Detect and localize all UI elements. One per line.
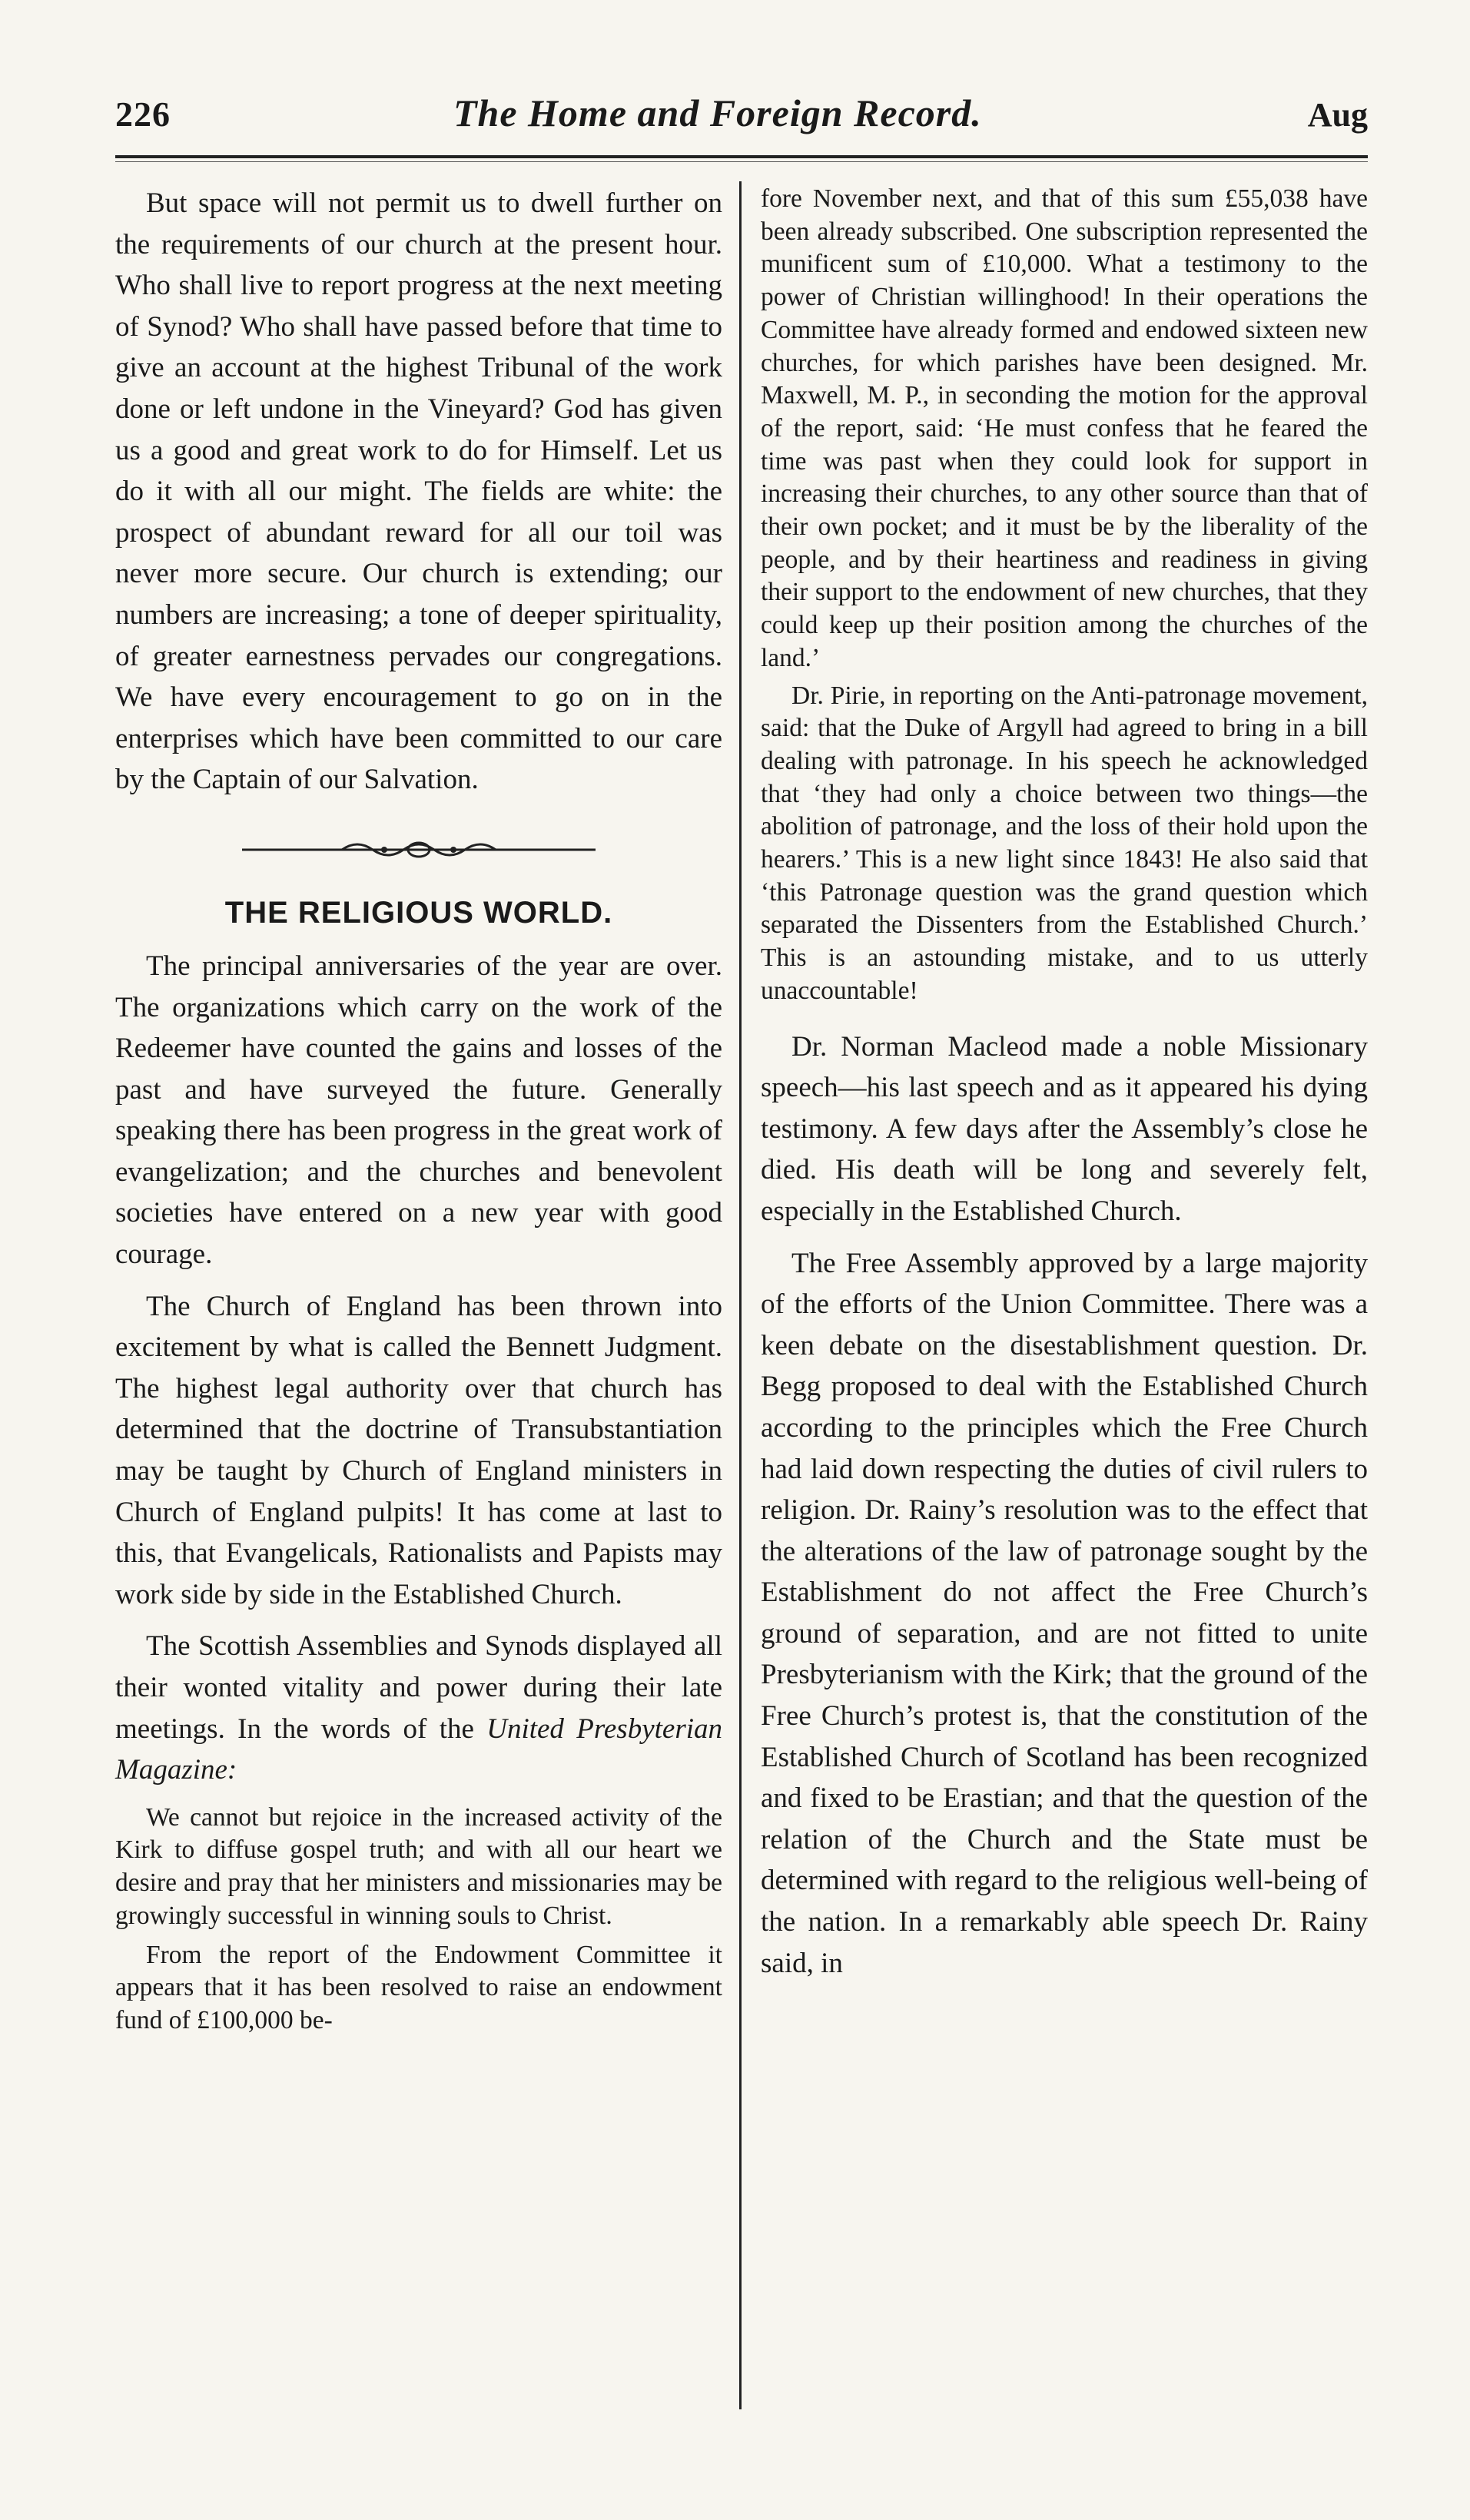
left-column bbox=[115, 183, 722, 2038]
column-divider bbox=[739, 181, 742, 2409]
quote-kirk-activity: We cannot but rejoice in the increased activity of the Kirk to diffuse gospel truth; and with all our heart we desire and pray that her ministers and missionaries may be growingly successful in winning souls to Christ. bbox=[115, 1802, 722, 1930]
right-column bbox=[761, 183, 1368, 1984]
paragraph-anniversaries: The principal anniversaries of the year are over. The organizations which carry on the work of the Redeemer have counted the gains and losses of the past and have surveyed the future. Generally speaking there has been progress in the great work of evangelization; and the churches and benevolent societies have entered on a new year with good courage. bbox=[115, 950, 722, 1271]
paragraph-free-assembly: The Free Assembly approved by a large majority of the efforts of the Union Committee. There was a keen debate on the disestablishment question. Dr. Begg proposed to deal with the Established Church according to the principles which the Free Church had laid down respecting the duties of civil rulers to religion. Dr. Rainy’s resolution was to the effect that the alterations of the law of patronage sought by the Establishment do not affect the Free Church’s ground of separation, and are not fitted to unite Presbyterianism with the Kirk; that the ground of the Free Church’s protest is, that the constitution of the Established Church of Scotland has been recognized and fixed to be Erastian; and that the question of the relation of the Church and the State must be determined with regard to the religious well-being of the nation. In a remarkably able speech Dr. Rainy said, in bbox=[761, 1247, 1368, 1979]
paragraph-scottish-assemblies-text: The Scottish Assemblies and Synods displayed all their wonted vitality and power during their late meetings. In the words of the bbox=[115, 1630, 722, 1745]
publication-title: The Home and Foreign Record. bbox=[453, 91, 982, 134]
paragraph-closing-synod: But space will not permit us to dwell further on the requirements of our church at the present hour. Who shall live to report progress at the next meeting of Synod? Who shall have passed before that time to give an account at the highest Tribunal of the work done or left undone in the Vineyard? God has given us a good and great work to do for Himself. Let us do it with all our might. The fields are white: the prospect of abundant reward for all our toil was never more secure. Our church is extending; our numbers are increasing; a tone of deeper spirituality, of greater earnestness pervades our congregations. We have every encouragement to go on in the enterprises which have been committed to our care by the Captain of our Salvation. bbox=[115, 187, 722, 796]
paragraph-bennett-judgment: The Church of England has been thrown into excitement by what is called the Bennett Judgment. The highest legal authority over that church has determined that the doctrine of Transubstantiation may be taught by Church of England ministers in Church of England pulpits! It has come at last to this, that Evangelicals, Rationalists and Papists may work side by side in the Established Church. bbox=[115, 1290, 722, 1610]
quote-endowment-continued: fore November next, and that of this sum £55,038 have been already subscribed. One subscription represented the munificent sum of £10,000. What a testimony to the power of Christian willinghood! In their operations the Committee have already formed and endowed sixteen new churches, for which parishes have been designed. Mr. Maxwell, M. P., in seconding the motion for the approval of the report, said: ‘He must confess that he feared the time was past when they could look for support in increasing their churches, to any other source than that of their own pocket; and it must be by the liberality of the people, and by their heartiness and readiness in giving their support to the endowment of new churches, that they could keep up their position among the churches of the land.’ bbox=[761, 184, 1368, 672]
page-number: 226 bbox=[115, 94, 171, 134]
magazine-title: United Presbyterian Magazine: bbox=[115, 1713, 723, 1786]
paragraph-norman-macleod: Dr. Norman Macleod made a noble Missionary speech—his last speech and as it appeared his dying testimony. A few days after the Assembly’s close he died. His death will be long and severely felt, especially in the Established Church. bbox=[761, 1030, 1368, 1227]
quote-anti-patronage: Dr. Pirie, in reporting on the Anti-patronage movement, said: that the Duke of Argyll had agreed to bring in a bill dealing with patronage. In his speech he acknowledged that ‘they had only a choice between two things—the abolition of patronage, and the loss of their hold upon the hearers.’ This is a new light since 1843! He also said that ‘this Patronage question was the grand question which separated the Dissenters from the Established Church.’ This is an astounding mistake, and to us utterly unaccountable! bbox=[761, 681, 1368, 1005]
ornament-divider bbox=[227, 834, 611, 865]
section-heading-religious-world: THE RELIGIOUS WORLD. bbox=[224, 895, 613, 930]
header-rule bbox=[115, 155, 1368, 158]
running-header bbox=[115, 91, 1368, 160]
paragraph-scottish-assemblies bbox=[115, 1626, 722, 1790]
header-month: Aug bbox=[1307, 96, 1368, 134]
quote-endowment-start: From the report of the Endowment Committee it appears that it has been resolved to raise an endowment fund of £100,000 be- bbox=[115, 1940, 722, 2034]
header-rule-thin bbox=[115, 161, 1368, 162]
